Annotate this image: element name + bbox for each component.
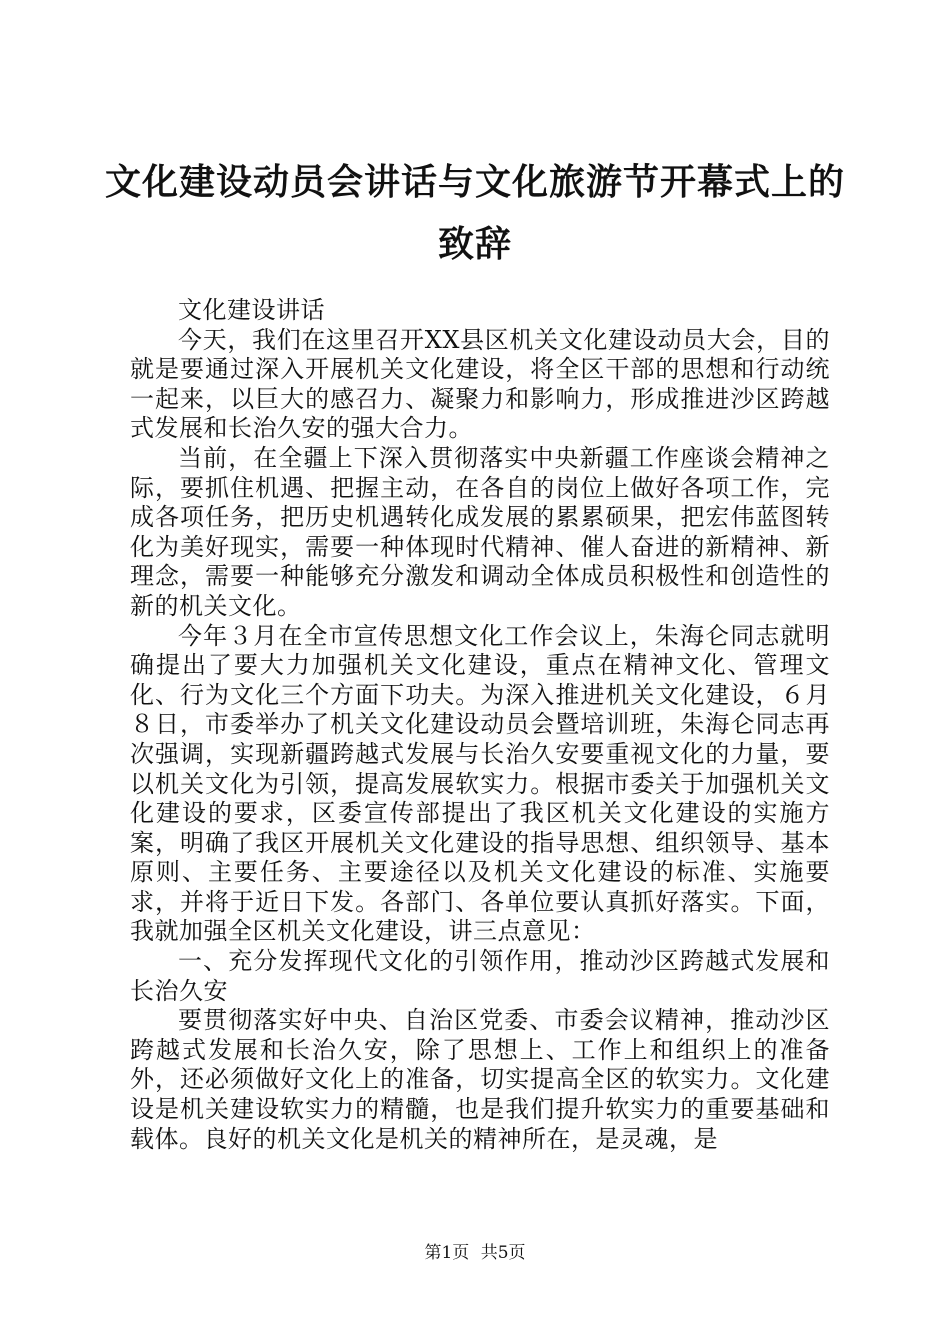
body-paragraph: 当前，在全疆上下深入贯彻落实中央新疆工作座谈会精神之际，要抓住机遇、把握主动，在各自的岗位上做好各项工作，完成各项任务，把历史机遇转化成发展的累累硕果，把宏伟蓝图转化为美好现实，需要一种体现时代精神、催人奋进的新精神、新理念，需要一种能够充分激发和调动全体成员积极性和创造性的新的机关文化。 (130, 443, 830, 620)
body-paragraph: 要贯彻落实好中央、自治区党委、市委会议精神，推动沙区跨越式发展和长治久安，除了思想上、工作上和组织上的准备外，还必须做好文化上的准备，切实提高全区的软实力。文化建设是机关建设软实力的精髓，也是我们提升软实力的重要基础和载体。良好的机关文化是机关的精神所在，是灵魂，是 (130, 1006, 830, 1153)
page-total: 共5页 (480, 1243, 526, 1263)
document-title-line-2: 致辞 (437, 223, 512, 265)
numbered-point-heading: 一、充分发挥现代文化的引领作用，推动沙区跨越式发展和长治久安 (130, 947, 830, 1005)
body-paragraph: 今年３月在全市宣传思想文化工作会议上，朱海仑同志就明确提出了要大力加强机关文化建设，重点在精神文化、管理文化、行为文化三个方面下功夫。为深入推进机关文化建设，６月８日，市委举办了机关文化建设动员会暨培训班，朱海仑同志再次强调，实现新疆跨越式发展与长治久安要重视文化的力量，要以机关文化为引领，提高发展软实力。根据市委关于加强机关文化建设的要求，区委宣传部提出了我区机关文化建设的实施方案，明确了我区开展机关文化建设的指导思想、组织领导、基本原则、主要任务、主要途径以及机关文化建设的标准、实施要求，并将于近日下发。各部门、各单位要认真抓好落实。下面，我就加强全区机关文化建设，讲三点意见： (130, 621, 830, 946)
document-title-line-1: 文化建设动员会讲话与文化旅游节开幕式上的 (104, 161, 845, 203)
body-paragraph: 今天，我们在这里召开XX县区机关文化建设动员大会，目的就是要通过深入开展机关文化建设，将全区干部的思想和行动统一起来，以巨大的感召力、凝聚力和影响力，形成推进沙区跨越式发展和长治久安的强大合力。 (130, 325, 830, 443)
page-footer (0, 1241, 950, 1265)
page-number: 第1页 (424, 1243, 470, 1263)
document-body (130, 296, 830, 1154)
section-heading: 文化建设讲话 (178, 296, 325, 324)
